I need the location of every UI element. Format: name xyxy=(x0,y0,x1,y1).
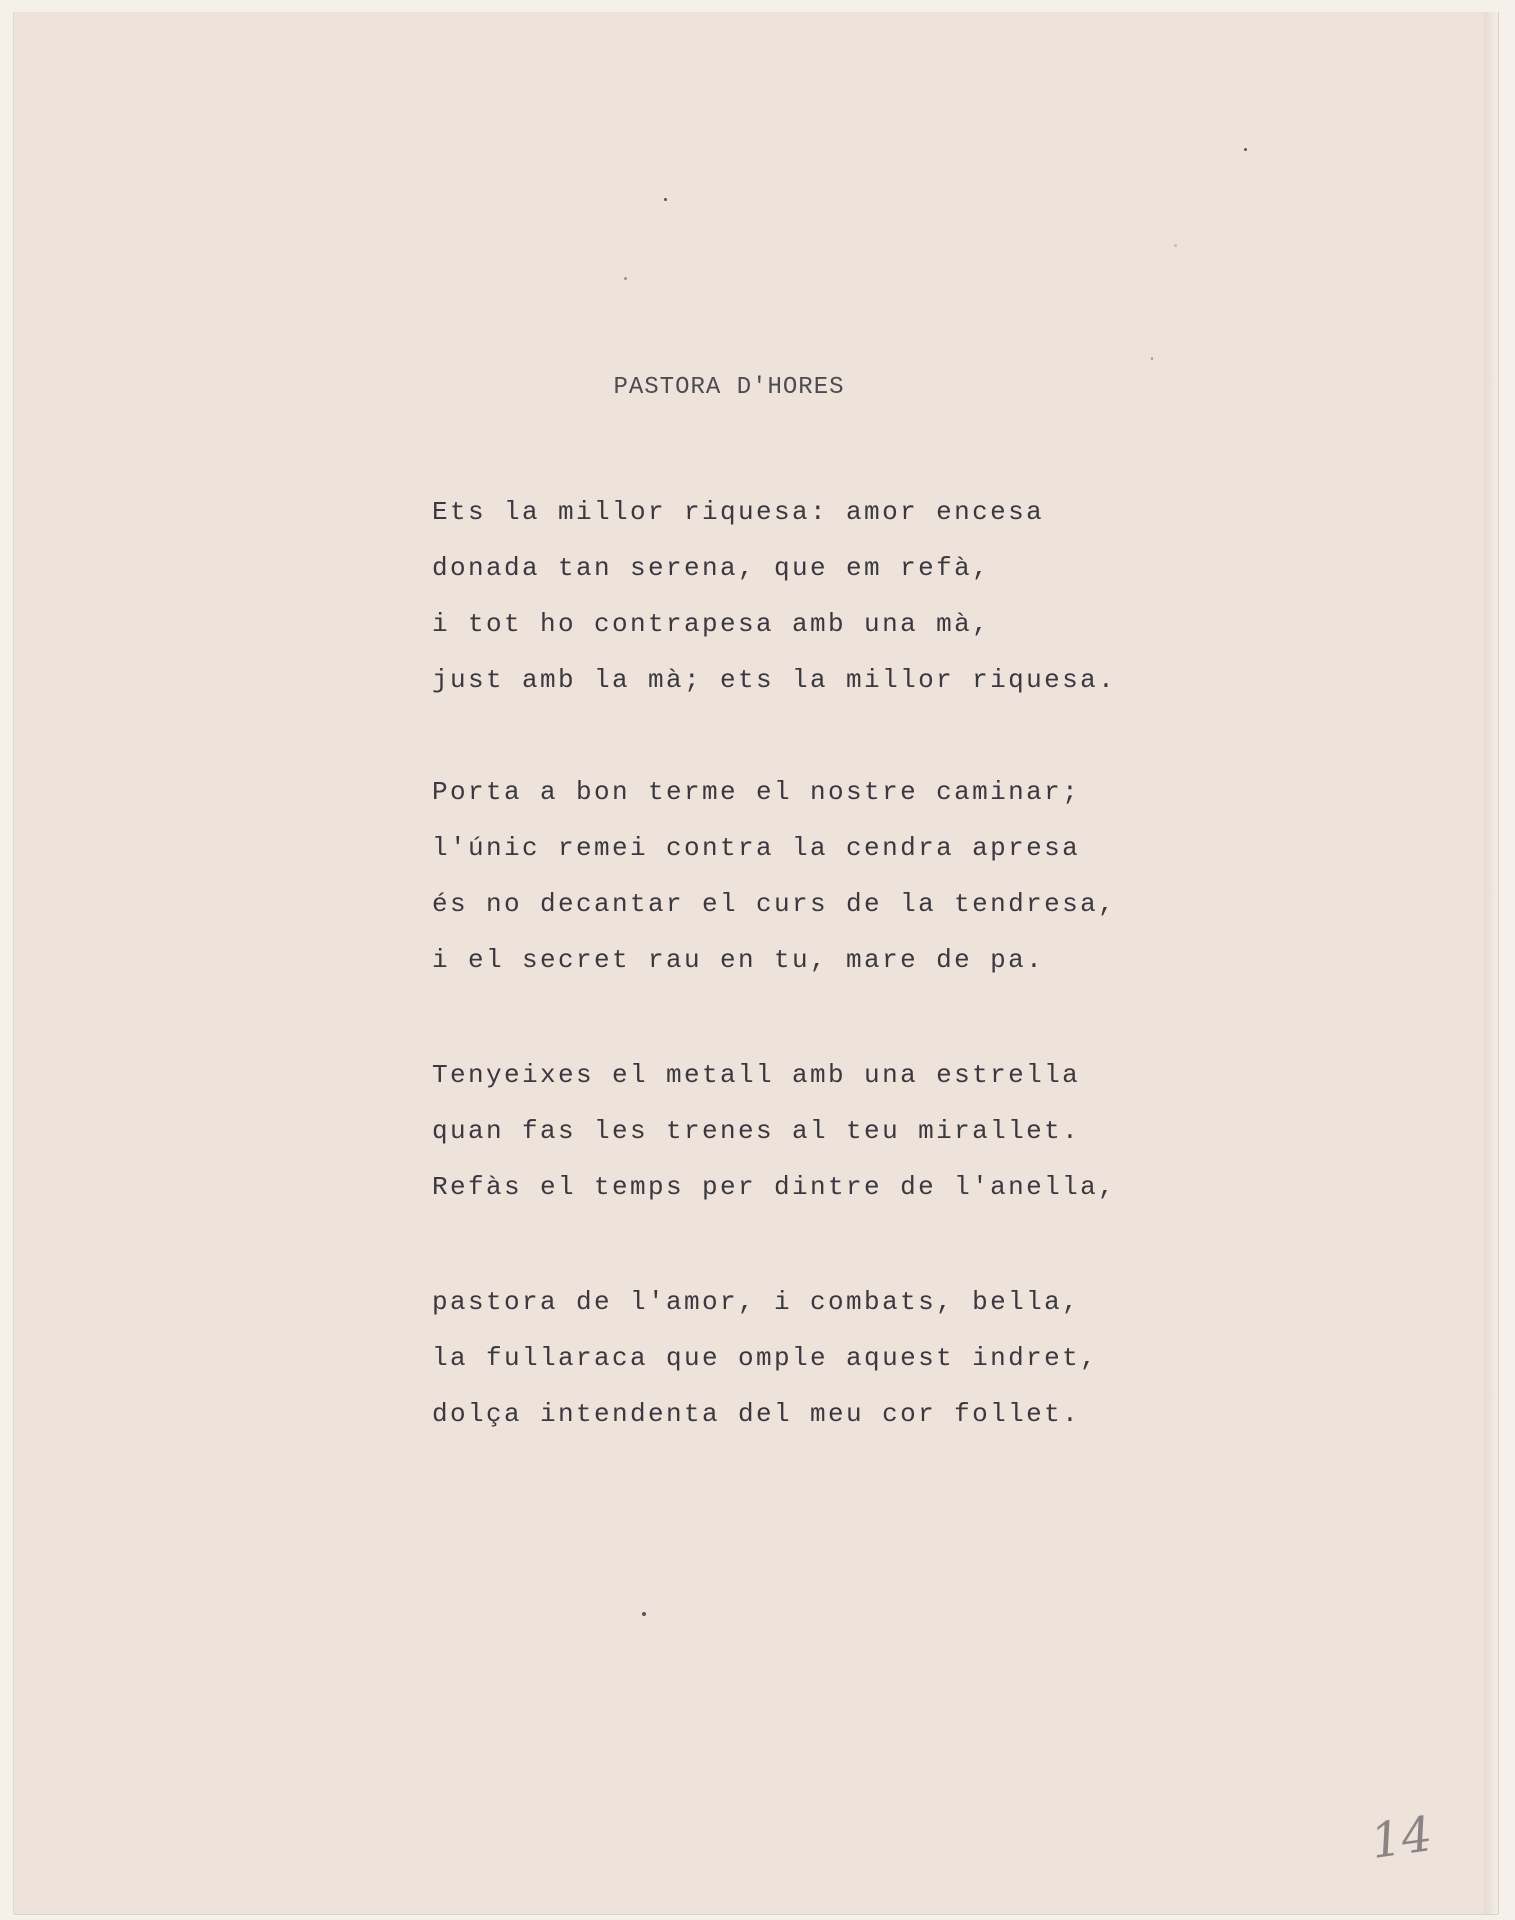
poem-line: l'únic remei contra la cendra apresa xyxy=(432,833,1081,863)
poem-line: és no decantar el curs de la tendresa, xyxy=(432,889,1117,919)
poem-line: la fullaraca que omple aquest indret, xyxy=(432,1343,1099,1373)
stanza xyxy=(432,764,1172,988)
ink-speck xyxy=(642,1612,646,1616)
poem-line: dolça intendenta del meu cor follet. xyxy=(432,1399,1081,1429)
poem-line: pastora de l'amor, i combats, bella, xyxy=(432,1287,1081,1317)
ink-speck xyxy=(624,277,627,280)
paper-sheet xyxy=(14,12,1498,1914)
poem-line: donada tan serena, que em refà, xyxy=(432,553,991,583)
poem-title: PASTORA D'HORES xyxy=(613,374,845,401)
poem-line: i tot ho contrapesa amb una mà, xyxy=(432,609,991,639)
ink-speck xyxy=(1244,148,1247,151)
handwritten-page-number: 14 xyxy=(1367,1806,1436,1870)
poem-line: i el secret rau en tu, mare de pa. xyxy=(432,945,1045,975)
ink-speck xyxy=(1151,357,1153,360)
poem-line: Porta a bon terme el nostre caminar; xyxy=(432,777,1081,807)
poem-line: Tenyeixes el metall amb una estrella xyxy=(432,1060,1081,1090)
ink-speck xyxy=(1174,244,1177,247)
ink-speck xyxy=(664,198,667,201)
stanza xyxy=(432,484,1172,708)
poem-line: Refàs el temps per dintre de l'anella, xyxy=(432,1172,1117,1202)
stanza xyxy=(432,1274,1172,1442)
poem-line: just amb la mà; ets la millor riquesa. xyxy=(432,665,1117,695)
stanza xyxy=(432,1047,1172,1215)
poem-line: quan fas les trenes al teu mirallet. xyxy=(432,1116,1081,1146)
sheet-edge xyxy=(1484,12,1498,1914)
poem-line: Ets la millor riquesa: amor encesa xyxy=(432,497,1045,527)
